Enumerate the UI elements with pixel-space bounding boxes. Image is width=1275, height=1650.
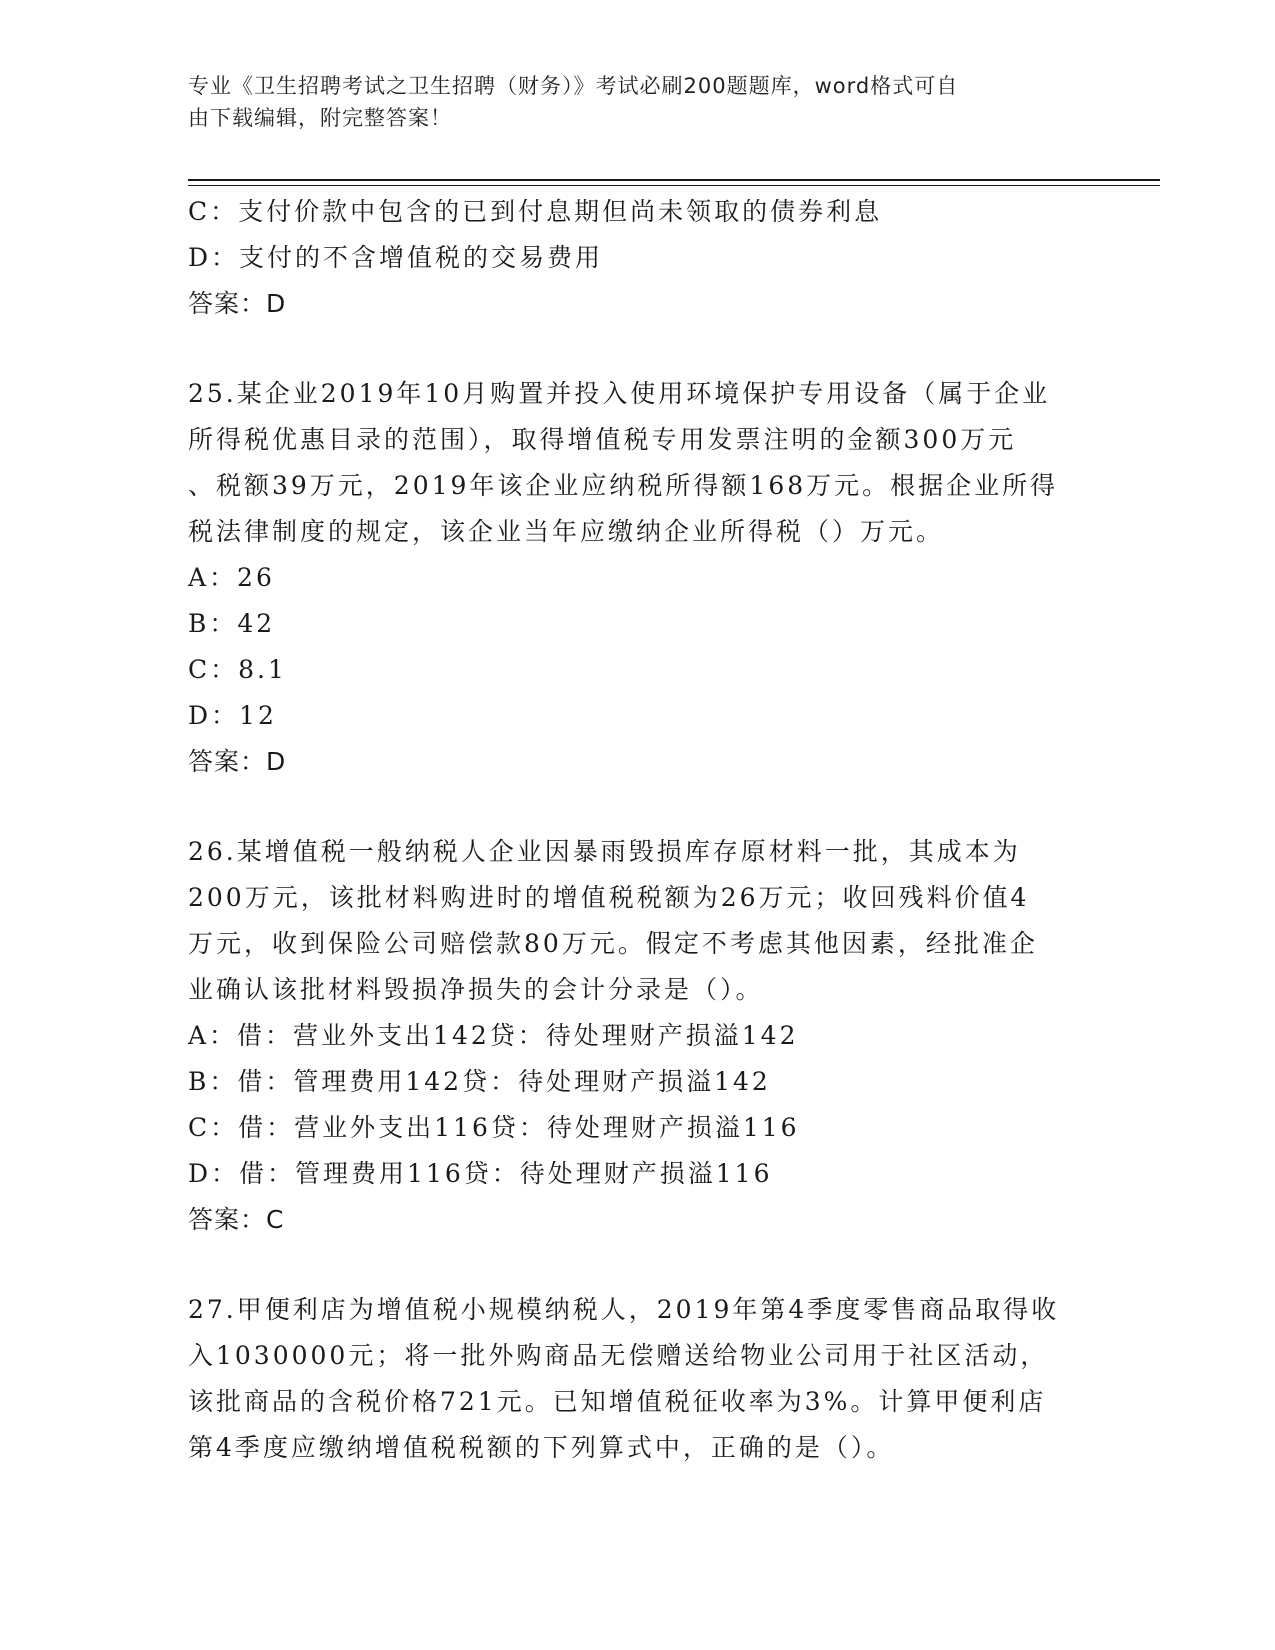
question-26 (188, 829, 1088, 1243)
spacer (188, 327, 1088, 371)
question-text-line: 27.甲便利店为增值税小规模纳税人，2019年第4季度零售商品取得收 (188, 1295, 1060, 1324)
answer-line: 答案：C (188, 1205, 285, 1234)
option-b: B：42 (188, 609, 276, 638)
question-27 (188, 1287, 1088, 1471)
option-d: D：借：管理费用116贷：待处理财产损溢116 (188, 1159, 773, 1188)
answer-line: 答案：D (188, 747, 287, 776)
question-25 (188, 371, 1088, 785)
option-d: D：12 (188, 701, 277, 730)
spacer (188, 785, 1088, 829)
header-divider-thin (188, 185, 1160, 186)
spacer (188, 1243, 1088, 1287)
option-a: A：借：营业外支出142贷：待处理财产损溢142 (188, 1021, 799, 1050)
prev-question-block (188, 189, 1088, 327)
question-text-line: 25.某企业2019年10月购置并投入使用环境保护专用设备（属于企业 (188, 379, 1051, 408)
option-c: C：支付价款中包含的已到付息期但尚未领取的债券利息 (188, 197, 883, 226)
option-d: D：支付的不含增值税的交易费用 (188, 243, 604, 272)
question-text-line: 200万元，该批材料购进时的增值税税额为26万元；收回残料价值4 (188, 883, 1030, 912)
question-text-line: 所得税优惠目录的范围），取得增值税专用发票注明的金额300万元 (188, 425, 1017, 454)
question-text-line: 第4季度应缴纳增值税税额的下列算式中，正确的是（）。 (188, 1433, 895, 1462)
question-text-line: 26.某增值税一般纳税人企业因暴雨毁损库存原材料一批，其成本为 (188, 837, 1021, 866)
question-text-line: 入1030000元；将一批外购商品无偿赠送给物业公司用于社区活动， (188, 1341, 1049, 1370)
header-line-1: 专业《卫生招聘考试之卫生招聘（财务）》考试必刷200题题库，word格式可自 (188, 74, 959, 98)
option-b: B：借：管理费用142贷：待处理财产损溢142 (188, 1067, 771, 1096)
document-header (188, 70, 1068, 134)
header-divider-thick (188, 179, 1160, 181)
header-line-2: 由下载编辑，附完整答案！ (188, 106, 452, 130)
document-body (188, 189, 1088, 1471)
question-text-line: 税法律制度的规定，该企业当年应缴纳企业所得税（）万元。 (188, 517, 945, 546)
question-text-line: 、税额39万元，2019年该企业应纳税所得额168万元。根据企业所得 (188, 471, 1059, 500)
question-text-line: 该批商品的含税价格721元。已知增值税征收率为3%。计算甲便利店 (188, 1387, 1047, 1416)
option-c: C：借：营业外支出116贷：待处理财产损溢116 (188, 1113, 800, 1142)
question-text-line: 万元，收到保险公司赔偿款80万元。假定不考虑其他因素，经批准企 (188, 929, 1038, 958)
option-a: A：26 (188, 563, 275, 592)
answer-line: 答案：D (188, 289, 287, 318)
option-c: C：8.1 (188, 655, 287, 684)
question-text-line: 业确认该批材料毁损净损失的会计分录是（）。 (188, 975, 764, 1004)
